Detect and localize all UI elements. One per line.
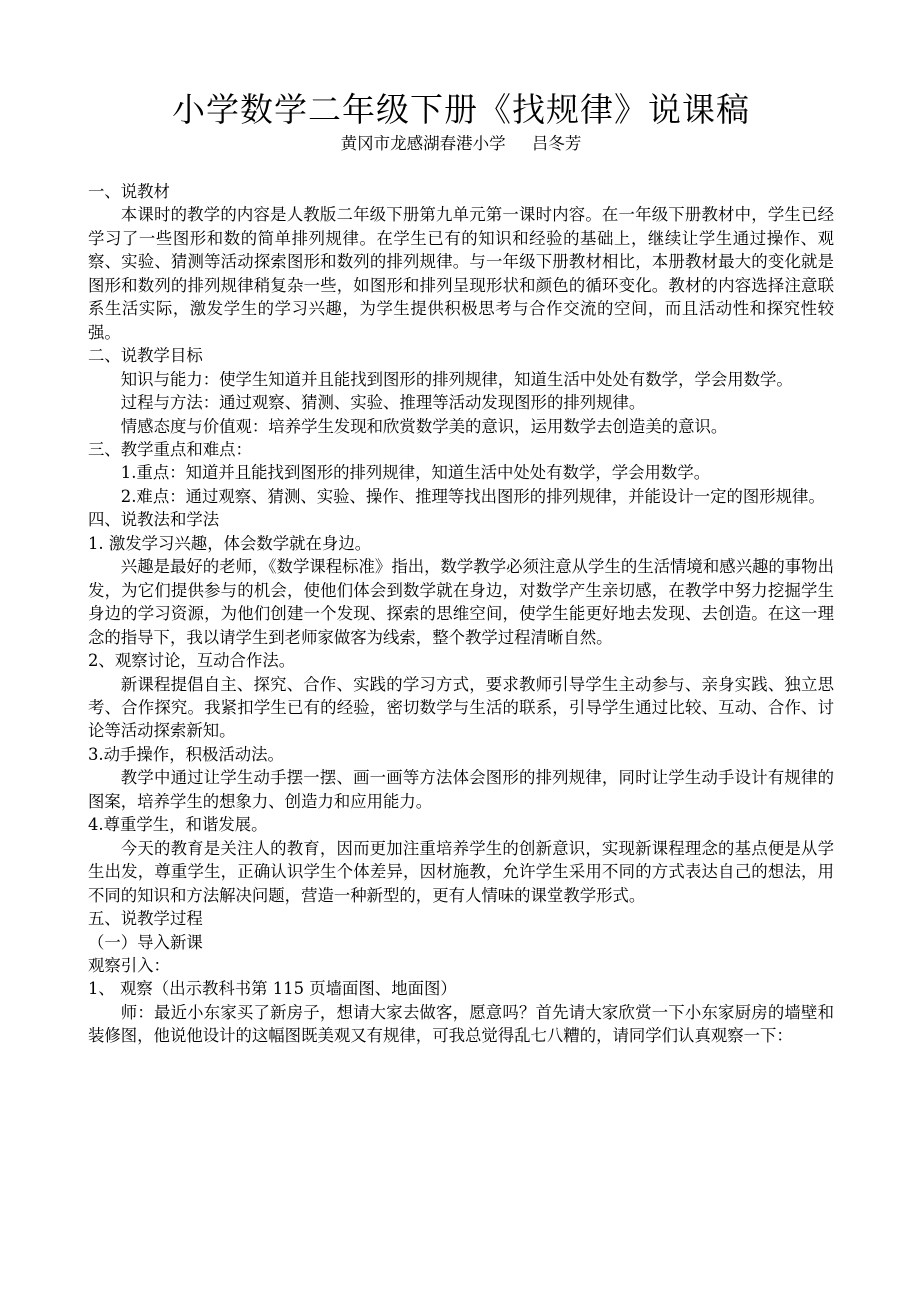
body-paragraph: 今天的教育是关注人的教育，因而更加注重培养学生的创新意识，实现新课程理念的基点便是从学生出发，尊重学生，正确认识学生个体差异，因材施教，允许学生采用不同的方式表达自己的想法，用不同的知识和方法解决问题，营造一种新型的，更有人情味的课堂教学形式。 — [88, 838, 834, 905]
body-paragraph: 兴趣是最好的老师，《数学课程标准》指出，数学教学必须注意从学生的生活情境和感兴趣的事物出发，为它们提供参与的机会，使他们体会到数学就在身边，对数学产生亲切感，在教学中努力挖掘学生身边的学习资源，为他们创建一个发现、探索的思维空间，使学生能更好地去发现、去创造。在这一理念的指导下，我以请学生到老师家做客为线索，整个教学过程清晰自然。 — [88, 557, 834, 647]
section-heading: 四、说教法和学法 — [88, 510, 220, 530]
document-body — [88, 180, 834, 1048]
section-heading: 五、说教学过程 — [88, 909, 203, 929]
author-line: 黄冈市龙感湖春港小学 吕冬芳 — [340, 134, 582, 153]
section-heading: 1. 激发学习兴趣，体会数学就在身边。 — [88, 533, 372, 553]
body-paragraph: 本课时的教学的内容是人教版二年级下册第九单元第一课时内容。在一年级下册教材中，学生已经学习了一些图形和数的简单排列规律。在学生已有的知识和经验的基础上，继续让学生通过操作、观察、实验、猜测等活动探索图形和数列的排列规律。与一年级下册教材相比，本册教材最大的变化就是图形和数列的排列规律稍复杂一些，如图形和排列呈现形状和颜色的循环变化。教材的内容选择注意联系生活实际，激发学生的学习兴趣，为学生提供积极思考与合作交流的空间，而且活动性和探究性较强。 — [88, 205, 834, 342]
section-heading: （一）导入新课 — [88, 932, 203, 952]
section-heading: 二、说教学目标 — [88, 346, 203, 366]
body-paragraph: 教学中通过让学生动手摆一摆、画一画等方法体会图形的排列规律，同时让学生动手设计有规律的图案，培养学生的想象力、创造力和应用能力。 — [88, 768, 834, 811]
body-paragraph: 过程与方法：通过观察、猜测、实验、推理等活动发现图形的排列规律。 — [120, 393, 646, 413]
section-heading: 1、 观察（出示教科书第 115 页墙面图、地面图） — [88, 979, 457, 999]
body-paragraph: 情感态度与价值观：培养学生发现和欣赏数学美的意识，运用数学去创造美的意识。 — [120, 416, 728, 436]
body-paragraph: 2.难点：通过观察、猜测、实验、操作、推理等找出图形的排列规律，并能设计一定的图形规律。 — [120, 486, 825, 506]
body-paragraph: 师：最近小东家买了新房子，想请大家去做客，愿意吗？首先请大家欣赏一下小东家厨房的墙壁和装修图，他说他设计的这幅图既美观又有规律，可我总觉得乱七八糟的，请同学们认真观察一下： — [88, 1002, 834, 1046]
body-paragraph: 新课程提倡自主、探究、合作、实践的学习方式，要求教师引导学生主动参与、亲身实践、独立思考、合作探究。我紧扣学生已有的经验，密切数学与生活的联系，引导学生通过比较、互动、合作、讨论等活动探索新知。 — [88, 674, 834, 741]
section-heading: 4.尊重学生，和谐发展。 — [88, 815, 268, 835]
section-heading: 2、观察讨论，互动合作法。 — [88, 651, 296, 671]
section-heading: 3.动手操作，积极活动法。 — [88, 744, 284, 764]
document-title: 小学数学二年级下册《找规律》说课稿 — [172, 90, 750, 129]
section-heading: 观察引入： — [88, 955, 170, 975]
section-heading: 一、说教材 — [88, 182, 170, 201]
body-paragraph: 知识与能力：使学生知道并且能找到图形的排列规律，知道生活中处处有数学，学会用数学。 — [120, 369, 793, 389]
body-paragraph: 1.重点：知道并且能找到图形的排列规律，知道生活中处处有数学，学会用数学。 — [120, 463, 711, 483]
section-heading: 三、教学重点和难点： — [88, 439, 252, 459]
